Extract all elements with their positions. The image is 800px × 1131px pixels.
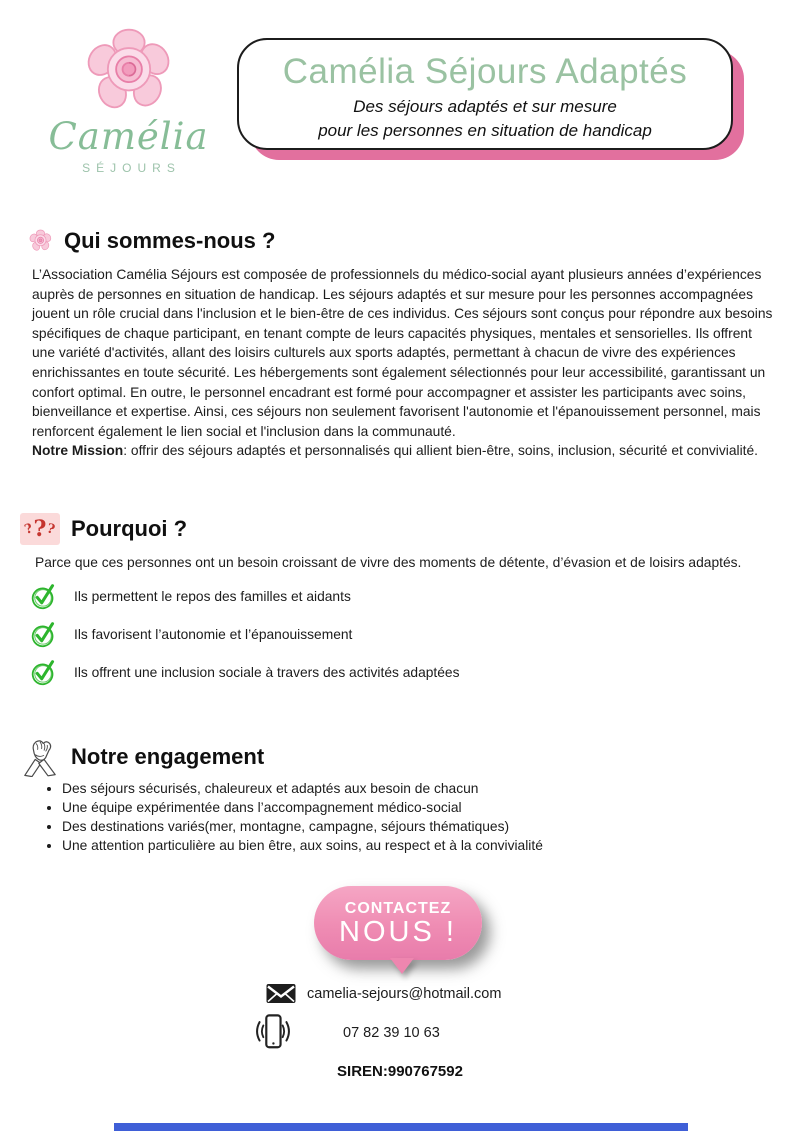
why-heading-label: Pourquoi ? — [71, 516, 188, 541]
why-heading — [20, 513, 187, 545]
logo-subname: SÉJOURS — [82, 160, 181, 175]
rose-logo-icon — [81, 26, 177, 118]
check-item-label: Ils offrent une inclusion sociale à travers des activités adaptées — [74, 664, 460, 680]
about-text — [32, 265, 774, 461]
engagement-heading-label: Notre engagement — [71, 744, 265, 769]
about-heading-label: Qui sommes-nous ? — [64, 228, 276, 253]
mission-text: : offrir des séjours adaptés et personnalisés qui allient bien-être, soins, inclusion, sécurité et convivialité. — [123, 443, 758, 459]
logo-name: Camélia — [48, 115, 209, 158]
subtitle-line2: pour les personnes en situation de handicap — [318, 121, 652, 140]
email-row[interactable] — [266, 983, 501, 1004]
handshake-icon — [20, 737, 60, 777]
list-item — [30, 583, 460, 609]
envelope-icon — [266, 983, 296, 1004]
contact-us-button[interactable] — [314, 886, 482, 960]
contact-bubble-line2: NOUS ! — [339, 915, 457, 948]
why-check-list — [30, 583, 460, 697]
engagement-heading — [20, 737, 264, 777]
phone-number[interactable]: 07 82 39 10 63 — [343, 1025, 440, 1041]
about-heading — [28, 228, 275, 254]
contact-bubble-line1: CONTACTEZ — [344, 899, 452, 917]
mission-label: Notre Mission — [32, 443, 124, 459]
email-address[interactable]: camelia-sejours@hotmail.com — [307, 985, 502, 1002]
mission-line — [32, 441, 774, 461]
title-box — [237, 38, 733, 150]
why-intro: Parce que ces personnes ont un besoin croissant de vivre des moments de détente, d’évasion et de loisirs adaptés. — [35, 555, 742, 570]
check-icon — [30, 659, 57, 686]
footer-bar — [114, 1123, 688, 1131]
check-icon — [30, 621, 57, 648]
siren-number: SIREN:990767592 — [337, 1063, 463, 1080]
logo — [46, 26, 211, 175]
list-item — [30, 659, 460, 685]
question-marks-icon: ? ? ? — [20, 513, 60, 545]
list-item — [30, 621, 460, 647]
check-item-label: Ils permettent le repos des familles et aidants — [74, 588, 351, 604]
check-icon — [30, 583, 57, 610]
subtitle-line1: Des séjours adaptés et sur mesure — [353, 97, 617, 116]
about-body: L’Association Camélia Séjours est composée de professionnels du médico-social ayant plusieurs années d’expériences auprès de personnes en situation de handicap. Les séjours adaptés et sur mesure pour les personnes accompagnées jouent un rôle crucial dans l'inclusion et le bien-être de ces individus. Ces séjours sont conçus pour répondre aux besoins spécifiques de chaque participant, en tenant compte de leurs capacités physiques, mentales et sensorielles. Ils offrent une variété d'activités, allant des loisirs culturels aux sports adaptés, permettant à chacun de vivre des expériences enrichissantes en toute sécurité. Les hébergements sont également sélectionnés pour leur accessibilité, garantissant un confort optimal. En outre, le personnel encadrant est formé pour accompagner et assister les participants avec soins, bienveillance et expertise. Ainsi, ces séjours non seulement favorisent l'autonomie et l'épanouissement personnel, mais renforcent également le lien social et l'inclusion dans la communauté. — [32, 267, 773, 439]
check-item-label: Ils favorisent l’autonomie et l’épanouissement — [74, 626, 353, 642]
list-item: • Une équipe expérimentée dans l’accompagnement médico-social — [62, 798, 702, 817]
list-item: • Une attention particulière au bien être, aux soins, au respect et à la convivialité — [62, 836, 702, 855]
engagement-list — [62, 779, 702, 855]
rose-icon — [28, 229, 53, 253]
list-item: • Des destinations variés(mer, montagne, campagne, séjours thématiques) — [62, 817, 702, 836]
phone-row[interactable] — [247, 1010, 440, 1056]
page-title: Camélia Séjours Adaptés — [282, 52, 688, 91]
list-item: • Des séjours sécurisés, chaleureux et adaptés aux besoin de chacun — [62, 779, 702, 798]
phone-icon — [247, 1010, 299, 1056]
